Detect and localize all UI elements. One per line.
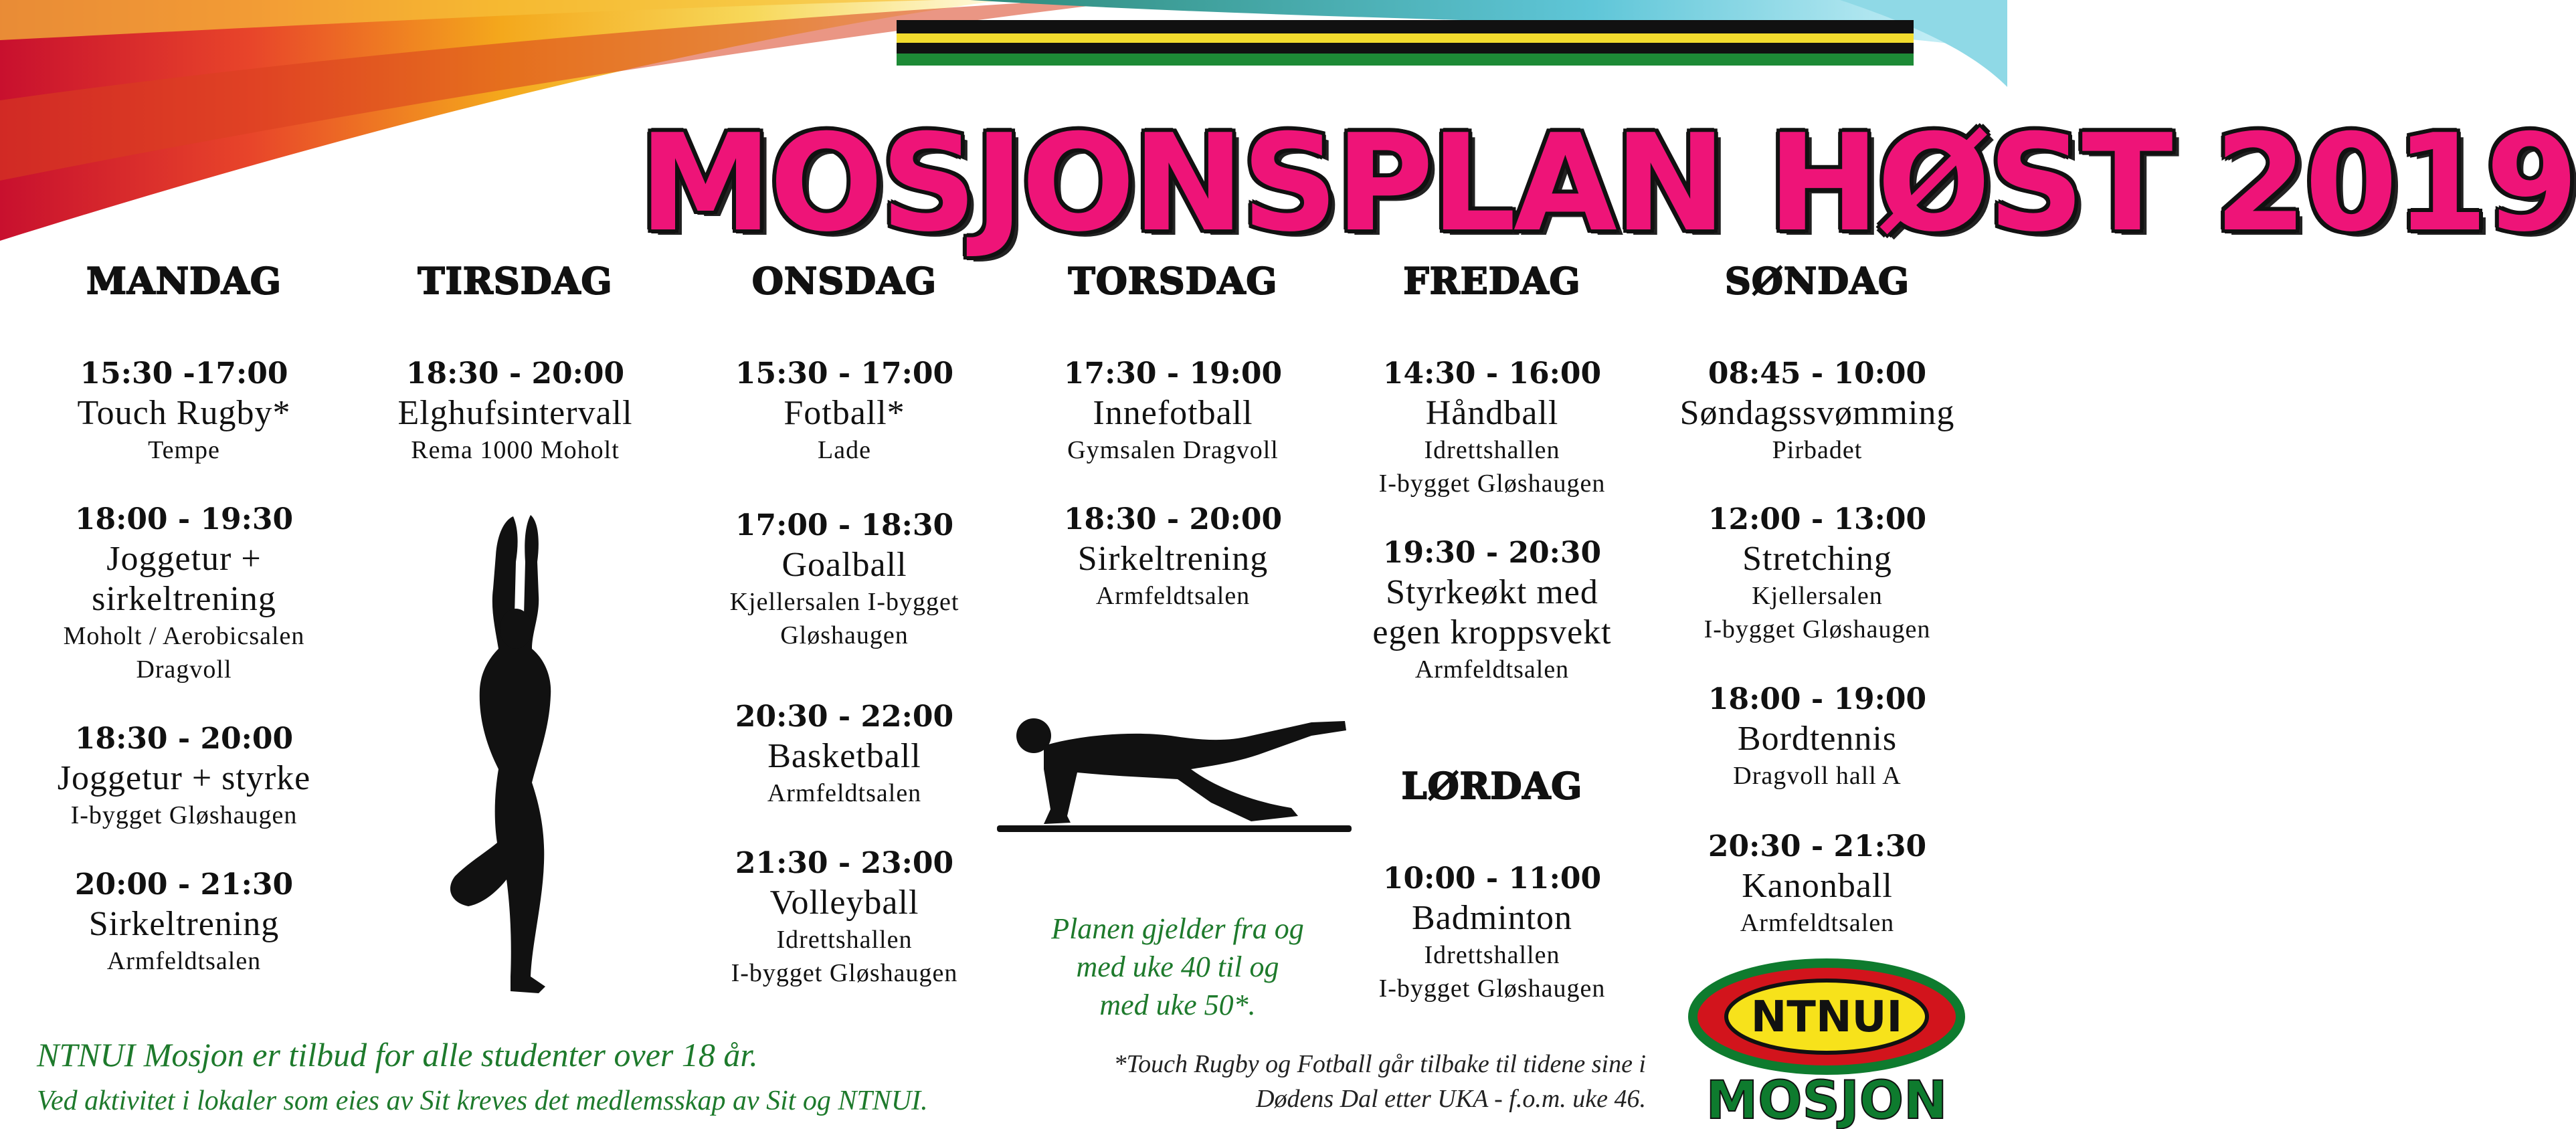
slot-location: Rema 1000 Moholt	[411, 436, 620, 464]
slot-activity: Innefotball	[1093, 394, 1253, 432]
slot-time: 20:30 - 22:00	[735, 700, 954, 734]
schedule-slot	[1643, 354, 1991, 467]
slot-activity: Fotball*	[784, 394, 905, 432]
slot-location: I-bygget Gløshaugen	[70, 801, 298, 829]
day-heading-tirsdag: TIRSDAG	[418, 260, 613, 302]
schedule-slot	[1643, 680, 1991, 793]
slot-location: Pirbadet	[1772, 436, 1863, 464]
day-heading-onsdag: ONSDAG	[751, 260, 937, 302]
membership-note: Ved aktivitet i lokaler som eies av Sit kreves det medlemsskap av Sit og NTNUI.	[37, 1086, 928, 1116]
slot-activity: Joggetur + styrke	[57, 759, 311, 797]
slot-time: 18:30 - 20:00	[405, 356, 625, 391]
schedule-slot	[999, 354, 1347, 467]
day-heading-mandag: MANDAG	[86, 260, 282, 302]
slot-location: Kjellersalen I-bygget Gløshaugen	[729, 588, 959, 649]
slot-time: 18:00 - 19:00	[1708, 682, 1927, 716]
slot-activity: Kanonball	[1742, 867, 1893, 905]
slot-activity: Touch Rugby*	[77, 394, 291, 432]
schedule-slot	[1318, 534, 1666, 686]
slot-location: Dragvoll hall A	[1733, 762, 1902, 790]
validity-note	[1020, 910, 1335, 1024]
slot-activity: Styrkeøkt med egen kroppsvekt	[1372, 573, 1612, 651]
ntnui-mosjon-logo	[1686, 963, 1967, 1129]
slot-location: Armfeldtsalen	[1095, 582, 1251, 610]
schedule-slot	[10, 865, 358, 978]
slot-location: Armfeldtsalen	[1740, 909, 1895, 937]
slot-location: Lade	[818, 436, 871, 464]
slot-time: 15:30 -17:00	[80, 356, 288, 391]
schedule-slot	[10, 500, 358, 686]
slot-location: Idrettshallen I-bygget Gløshaugen	[731, 926, 958, 987]
slot-location: Idrettshallen I-bygget Gløshaugen	[1378, 941, 1606, 1003]
page-title: MOSJONSPLAN HØST 2019	[639, 106, 2576, 262]
schedule-slot	[1643, 500, 1991, 646]
offer-note: NTNUI Mosjon er tilbud for alle studenter over 18 år.	[37, 1036, 758, 1073]
slot-location: Kjellersalen I-bygget Gløshaugen	[1704, 582, 1931, 643]
slot-time: 18:30 - 20:00	[1063, 502, 1283, 536]
slot-time: 18:30 - 20:00	[74, 722, 294, 756]
slot-time: 20:00 - 21:30	[74, 867, 294, 902]
schedule-slot	[10, 720, 358, 832]
logo-top-text: NTNUI	[1750, 993, 1903, 1042]
day-heading-søndag: SØNDAG	[1724, 260, 1910, 302]
logo-bottom-text: MOSJON	[1706, 1071, 1948, 1129]
plank-leg-raise-silhouette-icon	[997, 716, 1352, 849]
validity-text: Planen gjelder fra og med uke 40 til og med uke 50*.	[1051, 912, 1304, 1021]
slot-activity: Søndagssvømming	[1679, 394, 1955, 432]
slot-location: Idrettshallen I-bygget Gløshaugen	[1378, 436, 1606, 498]
slot-location: Armfeldtsalen	[1414, 655, 1570, 684]
schedule-slot	[1318, 354, 1666, 500]
slot-location: Tempe	[148, 436, 220, 464]
slot-activity: Sirkeltrening	[1077, 540, 1269, 578]
slot-time: 08:45 - 10:00	[1708, 356, 1927, 391]
slot-activity: Håndball	[1425, 394, 1559, 432]
footnote: *Touch Rugby og Fotball går tilbake til tidene sine i Dødens Dal etter UKA - f.o.m. uke 46.	[1113, 1050, 1646, 1113]
slot-activity: Joggetur + sirkeltrening	[92, 540, 276, 618]
slot-time: 20:30 - 21:30	[1708, 829, 1927, 863]
day-heading-fredag: FREDAG	[1403, 260, 1581, 302]
yoga-tree-pose-silhouette-icon	[432, 515, 592, 997]
slot-time: 12:00 - 13:00	[1708, 502, 1927, 536]
slot-location: Moholt / Aerobicsalen Dragvoll	[63, 622, 305, 684]
slot-activity: Sirkeltrening	[88, 905, 280, 943]
schedule-slot	[999, 500, 1347, 613]
slot-time: 15:30 - 17:00	[735, 356, 954, 391]
slot-activity: Goalball	[781, 546, 907, 584]
schedule-slot	[670, 506, 1018, 652]
slot-activity: Stretching	[1742, 540, 1892, 578]
slot-time: 17:30 - 19:00	[1063, 356, 1283, 391]
slot-location: Gymsalen Dragvoll	[1067, 436, 1279, 464]
slot-time: 14:30 - 16:00	[1382, 356, 1602, 391]
slot-activity: Volleyball	[769, 884, 919, 922]
slot-time: 17:00 - 18:30	[735, 508, 954, 542]
slot-time: 10:00 - 11:00	[1382, 861, 1602, 896]
schedule-slot	[1318, 859, 1666, 1005]
slot-time: 19:30 - 20:30	[1382, 536, 1602, 570]
slot-time: 21:30 - 23:00	[735, 846, 954, 880]
schedule-slot	[670, 698, 1018, 810]
slot-activity: Badminton	[1411, 899, 1573, 937]
day-heading-torsdag: TORSDAG	[1068, 260, 1278, 302]
schedule-slot	[670, 354, 1018, 467]
slot-activity: Elghufsintervall	[397, 394, 633, 432]
slot-location: Armfeldtsalen	[767, 779, 922, 807]
schedule-slot	[341, 354, 689, 467]
slot-activity: Bordtennis	[1737, 720, 1898, 758]
schedule-slot	[1643, 827, 1991, 940]
slot-location: Armfeldtsalen	[106, 947, 262, 975]
schedule-slot	[670, 844, 1018, 990]
day-heading-lørdag: LØRDAG	[1401, 764, 1583, 807]
schedule-slot	[10, 354, 358, 467]
slot-time: 18:00 - 19:30	[74, 502, 294, 536]
slot-activity: Basketball	[767, 737, 921, 775]
